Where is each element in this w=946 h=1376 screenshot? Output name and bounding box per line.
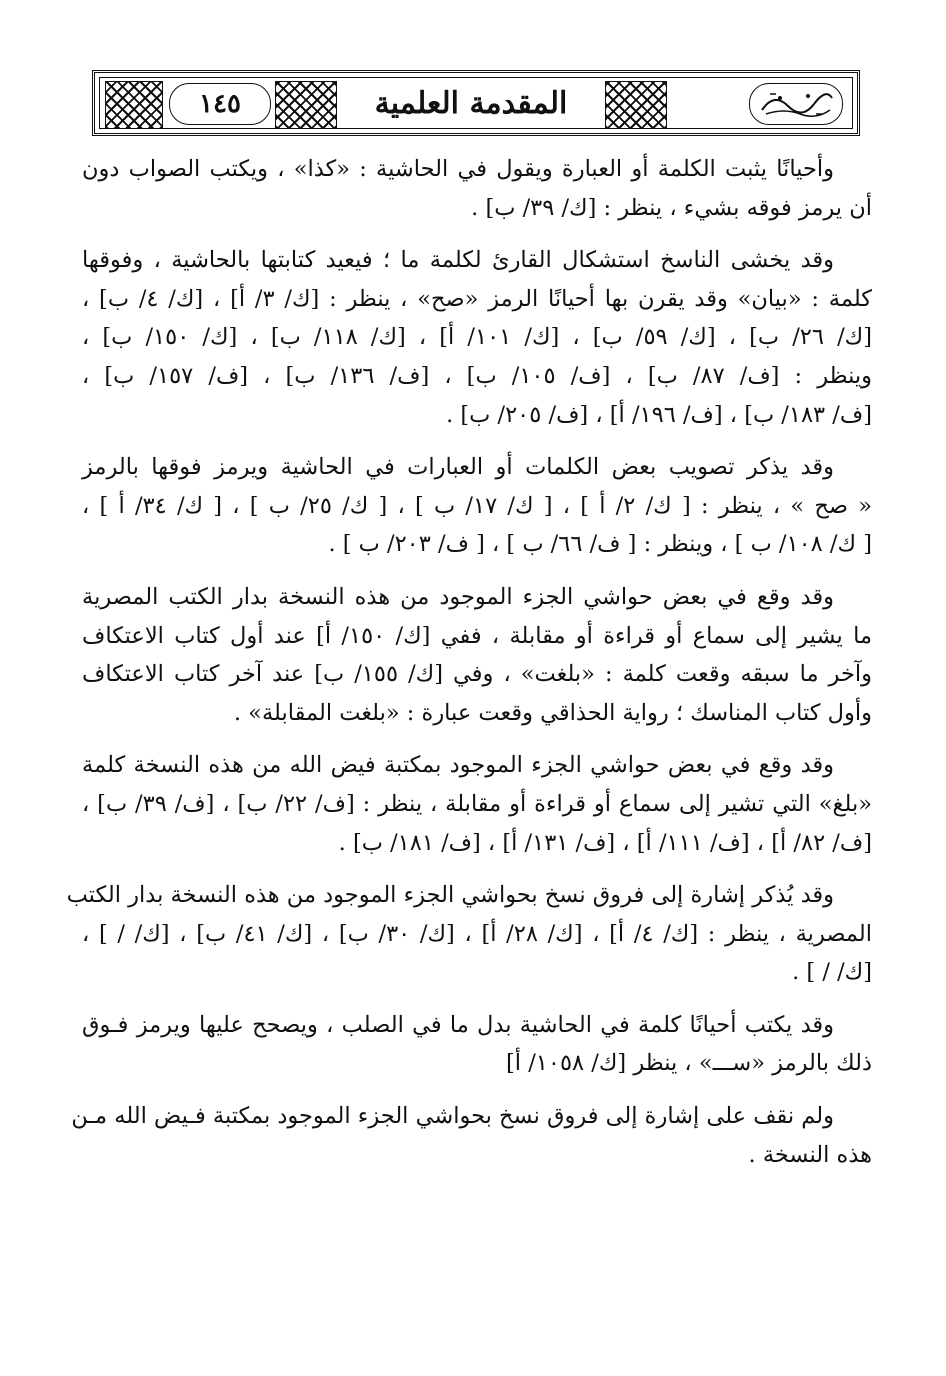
text-line: ذلك بالرمز «ســـ» ، ينظر [ك/ ١٠٥٨/ أ] xyxy=(506,1050,872,1077)
text-line: [ف/ ١٨٣/ ب] ، [ف/ ١٩٦/ أ] ، [ف/ ٢٠٥/ ب] . xyxy=(446,401,872,428)
text-line: [ف/ ٨٢/ أ] ، [ف/ ١١١/ أ] ، [ف/ ١٣١/ أ] ، [ف/ ١٨١/ ب] . xyxy=(338,829,872,856)
paragraph xyxy=(82,1006,872,1083)
text-line: [ ك/ ١٠٨/ ب ] ، وينظر : [ ف/ ٦٦/ ب ] ، [ ف/ ٢٠٣/ ب ] . xyxy=(328,531,872,558)
text-line: المصرية ، ينظر : [ك/ ٤/ أ] ، [ك/ ٢٨/ أ] ، [ك/ ٣٠/ ب] ، [ك/ ٤١/ ب] ، [ك/ / ] ، xyxy=(82,920,872,947)
text-line: « صح » ، ينظر : [ ك/ ٢/ أ ] ، [ ك/ ١٧/ ب ] ، [ ك/ ٢٥/ ب ] ، [ ك/ ٣٤/ أ ] ، xyxy=(82,492,872,519)
text-line: [ك/ / ] . xyxy=(792,959,872,986)
ornament-right-inner xyxy=(605,81,667,129)
paragraph xyxy=(82,578,872,732)
page-body xyxy=(66,150,873,1188)
paragraph xyxy=(82,746,872,862)
text-line: وينظر : [ف/ ٨٧/ ب] ، [ف/ ١٠٥/ ب] ، [ف/ ١٣٦/ ب] ، [ف/ ١٥٧/ ب] ، xyxy=(82,362,873,389)
text-line: وقد وقع في بعض حواشي الجزء الموجود من هذه النسخة بدار الكتب المصرية xyxy=(82,583,834,610)
paragraph xyxy=(82,448,872,564)
text-line: أن يرمز فوقه بشيء ، ينظر : [ك/ ٣٩/ ب] . xyxy=(471,194,872,221)
text-line: وقد يذكر تصويب بعض الكلمات أو العبارات في الحاشية ويرمز فوقها بالرمز xyxy=(82,454,834,481)
paragraph xyxy=(82,241,872,434)
text-line: ما يشير إلى سماع أو قراءة أو مقابلة ، ففي [ك/ ١٥٠/ أ] عند أول كتاب الاعتكاف xyxy=(82,622,872,649)
calligraphy-logo-icon xyxy=(750,84,842,124)
page-number: ١٤٥ xyxy=(169,83,271,125)
page-header xyxy=(92,70,860,136)
text-line: وقد وقع في بعض حواشي الجزء الموجود بمكتبة فيض الله من هذه النسخة كلمة xyxy=(82,752,834,779)
paragraph xyxy=(71,1097,872,1174)
text-line: وآخر ما سبقه وقعت كلمة : «بلغت» ، وفي [ك/ ١٥٥/ ب] عند آخر كتاب الاعتكاف xyxy=(82,661,872,688)
paragraph xyxy=(66,876,872,992)
paragraph xyxy=(82,150,872,227)
ornament-left xyxy=(105,81,163,129)
text-line: ولم نقف على إشارة إلى فروق نسخ بحواشي الجزء الموجود بمكتبة فـيض الله مـن xyxy=(71,1103,834,1130)
text-line: وقد يخشى الناسخ استشكال القارئ لكلمة ما ؛ فيعيد كتابتها بالحاشية ، وفوقها xyxy=(82,247,834,274)
book-logo-seal xyxy=(749,83,843,125)
page-title: المقدمة العلمية xyxy=(345,79,597,127)
text-line: «بلغ» التي تشير إلى سماع أو قراءة أو مقابلة ، ينظر : [ف/ ٢٢/ ب] ، [ف/ ٣٩/ ب] ، xyxy=(82,790,873,817)
ornament-left-inner xyxy=(275,81,337,129)
text-line: وقد يكتب أحيانًا كلمة في الحاشية بدل ما في الصلب ، ويصحح عليها ويرمز فـوق xyxy=(82,1011,834,1038)
text-line: وأحيانًا يثبت الكلمة أو العبارة ويقول في الحاشية : «كذا» ، ويكتب الصواب دون xyxy=(82,156,834,182)
text-line: هذه النسخة . xyxy=(748,1141,872,1168)
text-line: وقد يُذكر إشارة إلى فروق نسخ بحواشي الجزء الموجود من هذه النسخة بدار الكتب xyxy=(66,882,834,909)
text-line: [ك/ ٢٦/ ب] ، [ك/ ٥٩/ ب] ، [ك/ ١٠١/ أ] ، [ك/ ١١٨/ ب] ، [ك/ ١٥٠/ ب] ، xyxy=(82,324,872,351)
text-line: كلمة : «بيان» وقد يقرن بها أحيانًا الرمز «صح» ، ينظر : [ك/ ٣/ أ] ، [ك/ ٤/ ب] ، xyxy=(82,285,872,312)
text-line: وأول كتاب المناسك ؛ رواية الحذاقي وقعت عبارة : «بلغت المقابلة» . xyxy=(233,699,872,726)
